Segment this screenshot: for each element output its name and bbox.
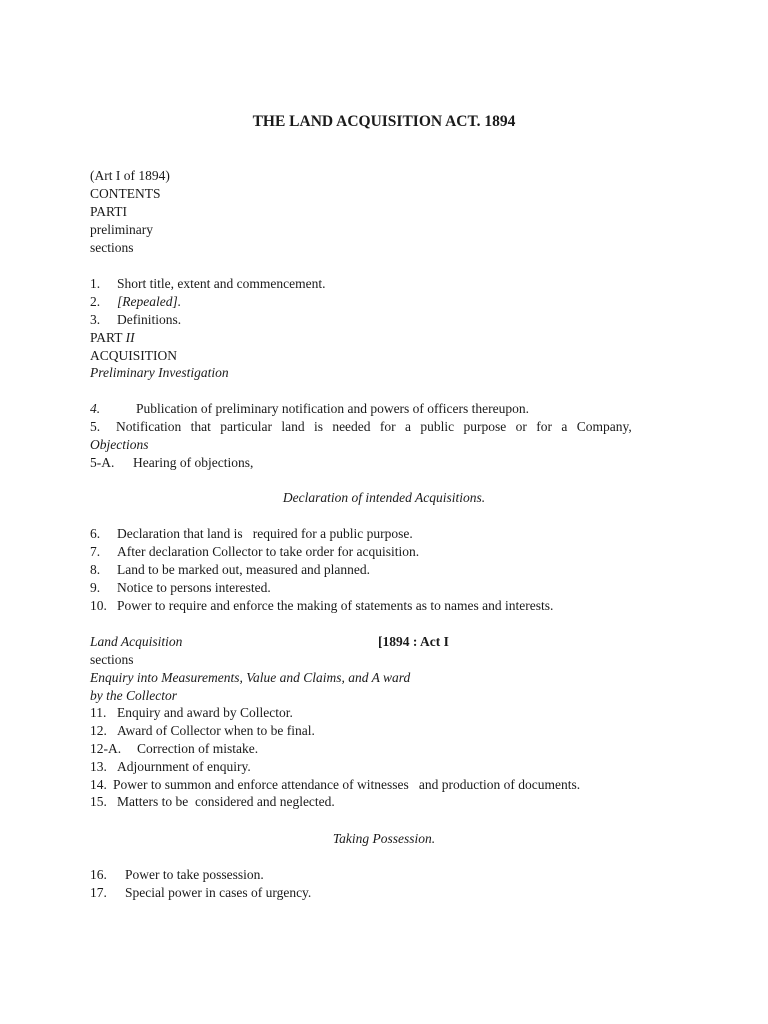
- enquiry-heading-line-1: Enquiry into Measurements, Value and Claims, and A ward: [90, 669, 411, 685]
- list-item: 9. Notice to persons interested.: [90, 579, 271, 595]
- part-one-name: preliminary: [90, 221, 153, 237]
- contents-heading: CONTENTS: [90, 185, 161, 201]
- running-head-right: [1894 : Act I: [378, 634, 449, 649]
- list-item: 5. Notification that particular land is needed for a public purpose or for a Company,: [90, 418, 632, 434]
- running-head-line: [90, 633, 690, 651]
- list-item: 15. Matters to be considered and neglected.: [90, 794, 335, 810]
- list-item: 12-A. Correction of mistake.: [90, 740, 259, 756]
- act-subtitle: (Art I of 1894): [90, 168, 170, 183]
- possession-list: [90, 866, 690, 902]
- enquiry-list: [90, 704, 730, 811]
- contents-header: [90, 167, 690, 256]
- preliminary-list: [90, 400, 710, 472]
- running-head-left: Land Acquisition: [90, 634, 183, 649]
- list-item: 8. Land to be marked out, measured and planned.: [90, 561, 371, 577]
- list-item: 17. Special power in cases of urgency.: [90, 884, 312, 900]
- list-item: 3. Definitions.: [90, 311, 182, 327]
- list-item: 12. Award of Collector when to be final.: [90, 722, 315, 738]
- list-item: 11. Enquiry and award by Collector.: [90, 705, 293, 720]
- part-one-heading: PARTI: [90, 203, 127, 219]
- enquiry-heading-line-2: by the Collector: [90, 687, 177, 703]
- list-item: 6. Declaration that land is required for a public purpose.: [90, 526, 413, 541]
- objections-heading: Objections: [90, 436, 149, 452]
- list-item: 2. [Repealed].: [90, 293, 182, 309]
- running-head: [90, 633, 690, 705]
- sections-label-2: sections: [90, 651, 134, 667]
- part-two-name: ACQUISITION: [90, 347, 177, 363]
- document-title: THE LAND ACQUISITION ACT. 1894: [252, 113, 516, 130]
- sections-label: sections: [90, 239, 134, 255]
- list-item: 16. Power to take possession.: [90, 867, 264, 882]
- list-item: 10. Power to require and enforce the making of statements as to names and interests.: [90, 597, 554, 613]
- list-item: 13. Adjournment of enquiry.: [90, 758, 251, 774]
- list-item: 4. Publication of preliminary notification and powers of officers thereupon.: [90, 401, 530, 416]
- possession-heading: Taking Possession.: [332, 831, 436, 846]
- list-item: 1. Short title, extent and commencement.: [90, 276, 326, 291]
- declaration-list: [90, 525, 730, 614]
- part-one-list: [90, 275, 690, 382]
- declaration-heading: Declaration of intended Acquisitions.: [282, 490, 486, 505]
- preliminary-investigation-heading: Preliminary Investigation: [90, 365, 229, 381]
- list-item: 5-A. Hearing of objections,: [90, 454, 254, 470]
- list-item: 14. Power to summon and enforce attendance of witnesses and production of documents.: [90, 776, 581, 792]
- part-two-heading: PART II: [90, 329, 135, 345]
- list-item: 7. After declaration Collector to take order for acquisition.: [90, 543, 420, 559]
